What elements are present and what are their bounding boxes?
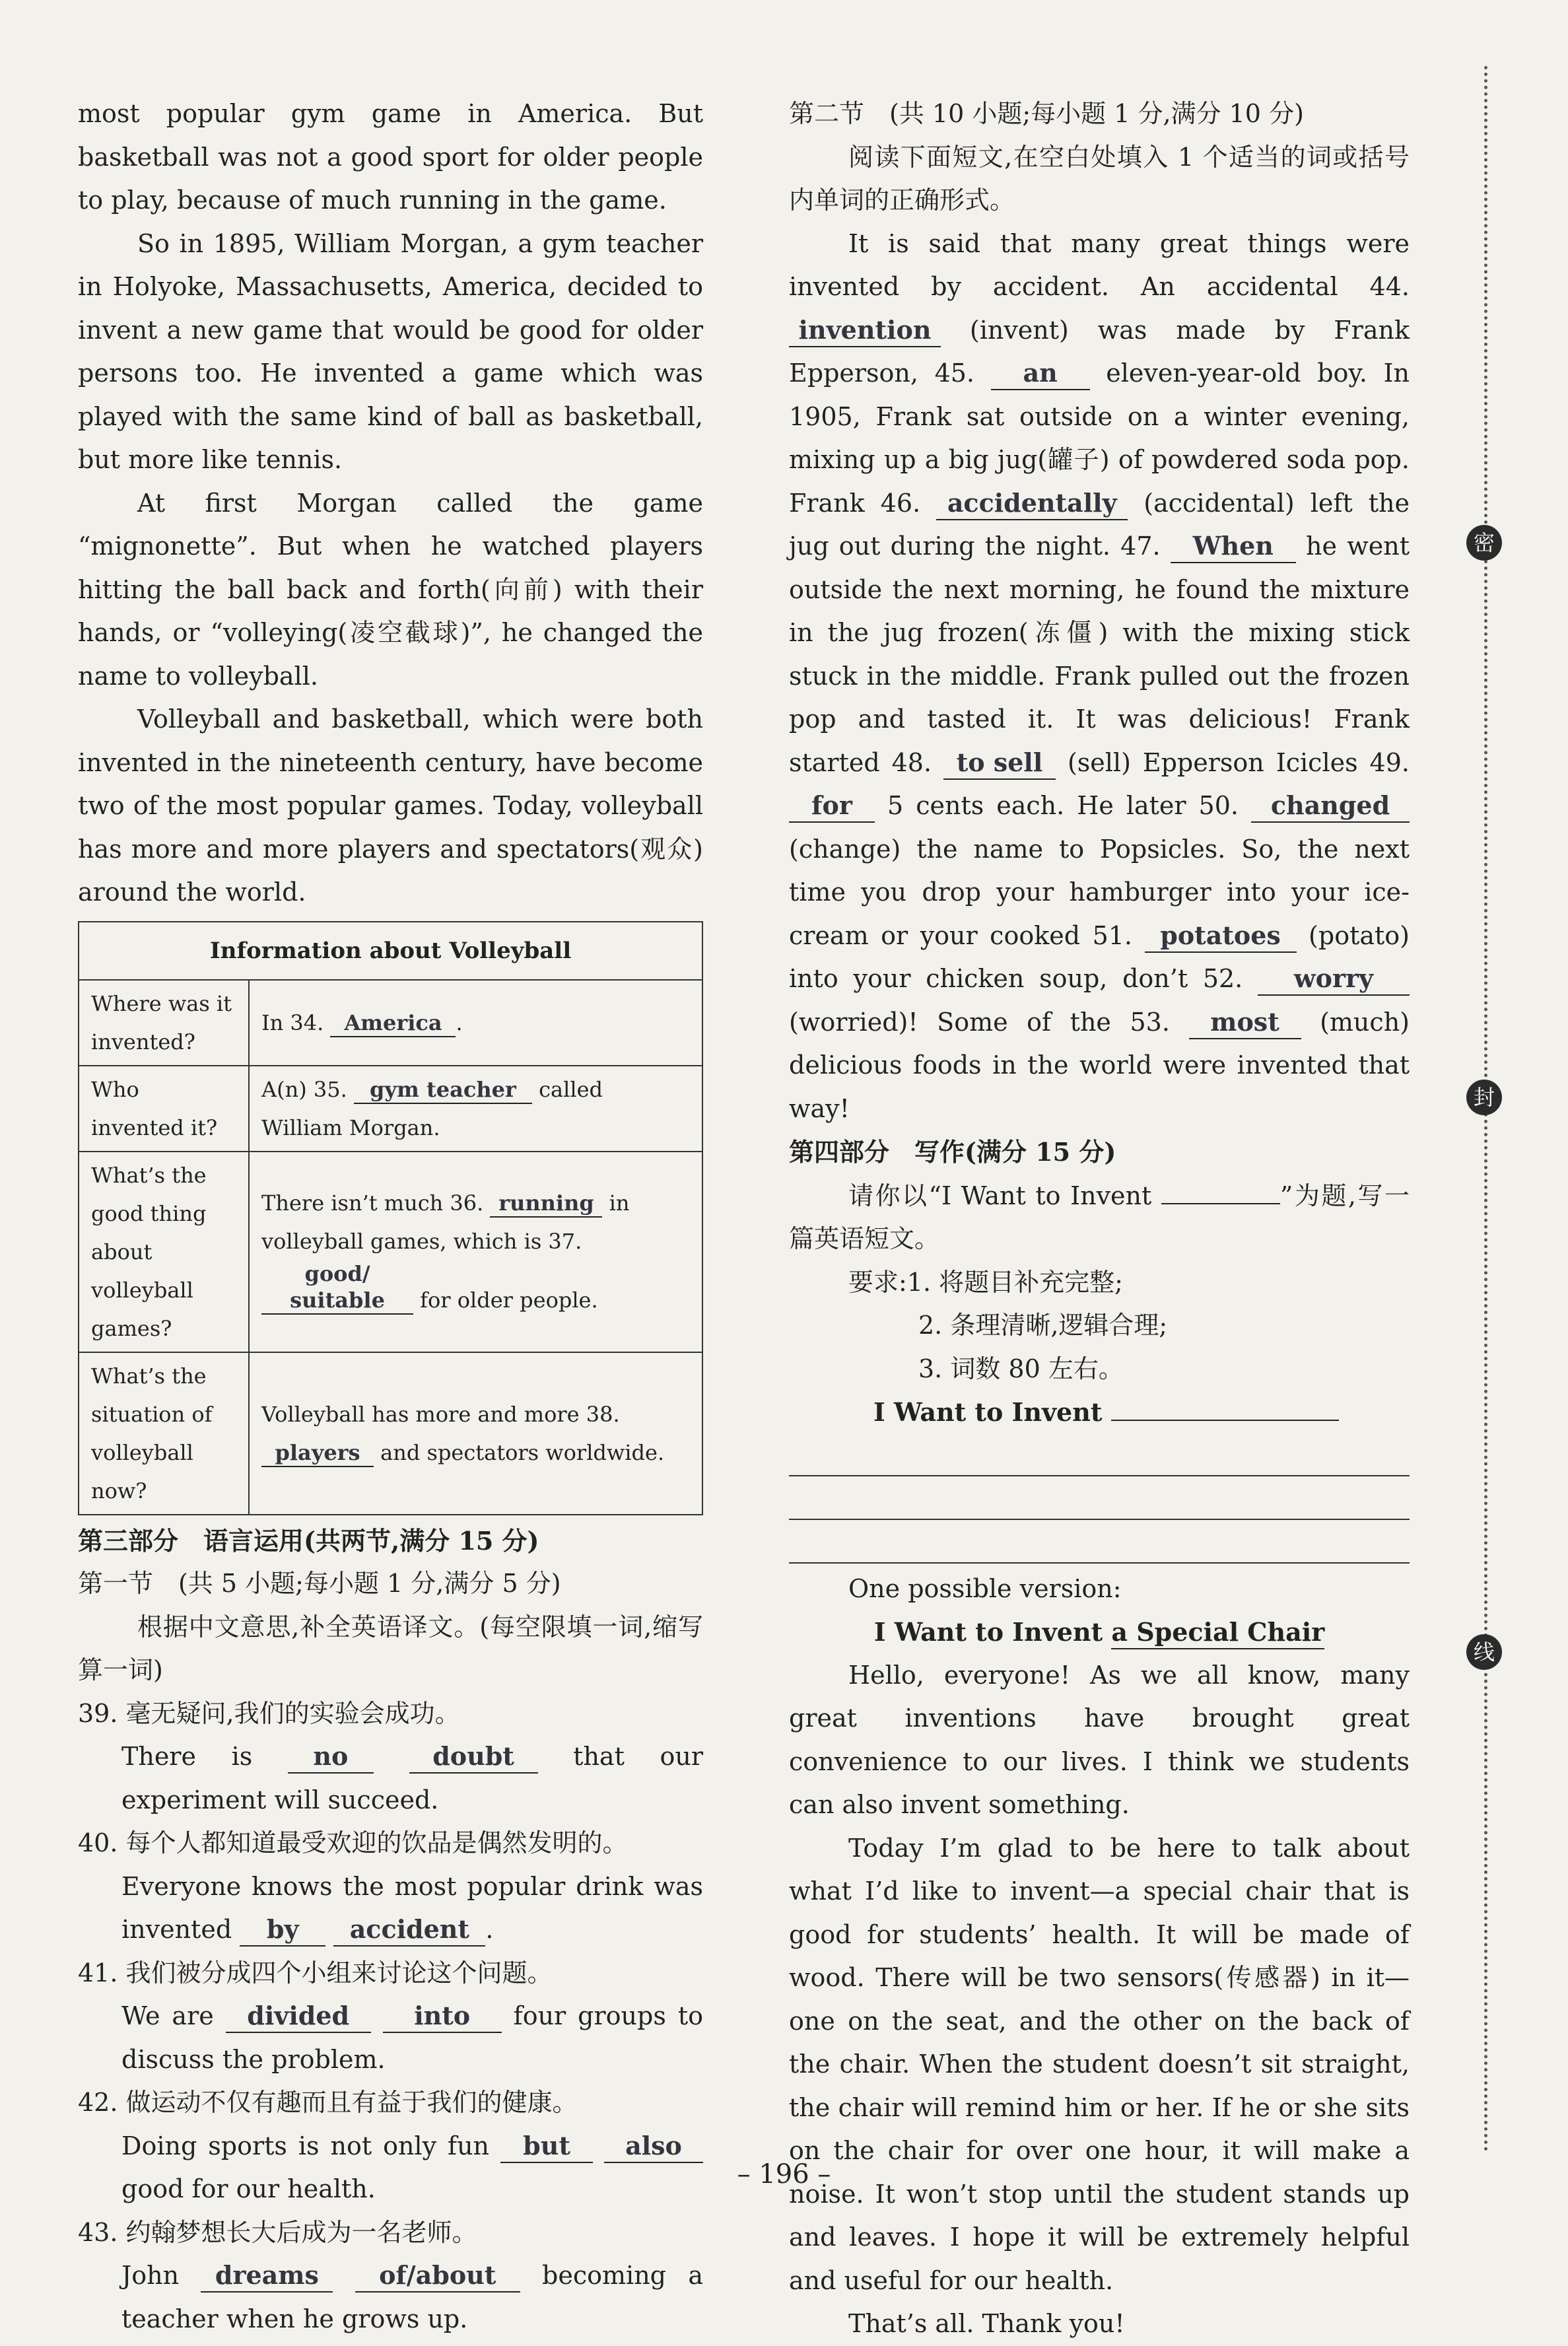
cloze-text: (much) delicious foods in the world were invented that way!: [789, 1007, 1410, 1123]
table-row: [79, 1152, 702, 1352]
cloze-text: (potato) into your chicken soup, don’t 52.: [789, 920, 1410, 993]
table-answer-cell: [249, 980, 702, 1066]
question-text: becoming a teacher when he grows up.: [121, 2261, 703, 2333]
version-label: One possible version:: [848, 1573, 1122, 1603]
table-question: What’s the situation of volleyball now?: [79, 1352, 249, 1515]
part4-title: 第四部分 写作(满分 15 分): [789, 1137, 1116, 1167]
cell-text: A(n) 35.: [261, 1076, 347, 1102]
essay-heading-text: I Want to Invent: [873, 1397, 1103, 1427]
writing-instructions: [789, 1174, 1410, 1261]
question-chinese: 40. 每个人都知道最受欢迎的饮品是偶然发明的。: [78, 1828, 628, 1857]
cloze-text: eleven-year-old boy. In 1905, Frank sat outside on a winter evening, mixing up a big jug(罐子) of powdered soda pop. Frank 46.: [789, 359, 1410, 518]
cell-text: and spectators worldwide.: [380, 1439, 665, 1465]
sample-paragraph-2: Today I’m glad to be here to talk about what I’d like to invent—a special chair that is good for students’ health. It will be made of wood. There will be two sensors(传感器) in it—one on the seat, and the other on the back of the chair. When the student doesn’t sit straight, the chair will remind him or her. If he or she sits on the chair for over one hour, it will make a noise. It won’t stop until the student stands up and leaves. I hope it will be extremely helpful and useful for our health.: [789, 1833, 1410, 2295]
answer-41b: into: [383, 2000, 502, 2033]
table-question: Who invented it?: [79, 1066, 249, 1152]
passage-paragraph-1: most popular gym game in America. But basketball was not a good sport for older people to play, because of much running in the game.: [78, 99, 703, 215]
question-english: [78, 1865, 703, 1952]
seal-mark-xian: 线: [1466, 1634, 1502, 1670]
table-row: [79, 980, 702, 1066]
answer-39a: no: [288, 1741, 374, 1774]
passage-paragraph-4: Volleyball and basketball, which were both invented in the nineteenth century, have become two of the most popular games. Today, volleyball has more and more players and spectators(观众) around the world.: [78, 705, 703, 907]
question-english: [78, 2254, 703, 2341]
sample-title-answer: a Special Chair: [1111, 1616, 1324, 1649]
cell-text: There isn’t much 36.: [261, 1190, 484, 1216]
answer-53: most: [1189, 1006, 1301, 1039]
question-43: [78, 2211, 703, 2341]
question-40: [78, 1822, 703, 1952]
essay-title-blank: [1111, 1391, 1339, 1421]
writing-line: [789, 1519, 1410, 1520]
question-english: [78, 1995, 703, 2081]
answer-48: to sell: [943, 747, 1056, 780]
answer-37: good/ suitable: [261, 1260, 413, 1315]
question-text: Doing sports is not only fun: [121, 2131, 490, 2160]
passage-paragraph-2: So in 1895, William Morgan, a gym teacher in Holyoke, Massachusetts, America, decided to invent a new game that would be good for older persons too. He invented a game which was played with the same kind of ball as basketball, but more like tennis.: [78, 228, 703, 474]
cell-text: for older people.: [420, 1288, 598, 1313]
answer-52: worry: [1258, 963, 1410, 996]
question-chinese: 43. 约翰梦想长大后成为一名老师。: [78, 2217, 477, 2247]
page-number: – 196 –: [737, 2159, 831, 2190]
cloze-text: (invent) was made by Frank Epperson, 45.: [789, 315, 1410, 388]
instruction-text: 请你以“I Want to Invent: [848, 1181, 1152, 1210]
answer-34: America: [330, 1010, 456, 1037]
question-text: good for our health.: [121, 2174, 376, 2203]
question-text: .: [485, 1915, 494, 1944]
answer-41a: divided: [226, 2000, 371, 2033]
table-title: Information about Volleyball: [79, 922, 702, 980]
answer-39b: doubt: [409, 1741, 538, 1774]
cell-text: In 34.: [261, 1010, 324, 1035]
section1-title: 第一节 (共 5 小题;每小题 1 分,满分 5 分): [78, 1569, 561, 1598]
cloze-passage: [789, 223, 1410, 1131]
title-blank: [1161, 1174, 1280, 1204]
requirement-3: 3. 词数 80 左右。: [918, 1354, 1124, 1383]
volleyball-info-table: [78, 921, 703, 1515]
writing-line: [789, 1475, 1410, 1476]
answer-38: players: [261, 1439, 374, 1467]
table-answer-cell: [249, 1352, 702, 1515]
table-answer-cell: [249, 1152, 702, 1352]
cloze-text: 5 cents each. He later 50.: [887, 791, 1239, 820]
section2-title: 第二节 (共 10 小题;每小题 1 分,满分 10 分): [789, 99, 1304, 128]
cell-text: Volleyball has more and more 38.: [261, 1401, 620, 1427]
essay-heading: [789, 1391, 1410, 1434]
answer-44: invention: [789, 314, 941, 347]
table-title-row: [79, 922, 702, 980]
answer-51: potatoes: [1145, 920, 1297, 953]
writing-line: [789, 1562, 1410, 1564]
question-text: Everyone knows the most popular drink was invented: [121, 1871, 703, 1944]
question-39: [78, 1692, 703, 1822]
cell-text: called William Morgan.: [261, 1076, 603, 1140]
answer-36: running: [490, 1190, 602, 1218]
question-chinese: 42. 做运动不仅有趣而且有益于我们的健康。: [78, 2088, 578, 2117]
question-text: There is: [121, 1742, 253, 1771]
question-chinese: 39. 毫无疑问,我们的实验会成功。: [78, 1698, 460, 1728]
cell-text: in volleyball games, which is 37.: [261, 1190, 630, 1254]
cloze-text: (change) the name to Popsicles. So, the next time you drop your hamburger into your ice-cream or your cooked 51.: [789, 834, 1410, 950]
section1-instructions: 根据中文意思,补全英语译文。(每空限填一词,缩写算一词): [78, 1612, 703, 1684]
question-english: [78, 1735, 703, 1822]
answer-42a: but: [500, 2130, 593, 2163]
answer-45: an: [991, 357, 1090, 390]
question-text: John: [121, 2261, 180, 2290]
table-question: What’s the good thing about volleyball games?: [79, 1152, 249, 1352]
answer-46: accidentally: [936, 487, 1128, 520]
answer-40b: accident: [333, 1914, 485, 1947]
seal-mark-feng: 封: [1466, 1080, 1502, 1115]
requirement-1: 要求:1. 将题目补充完整;: [848, 1267, 1123, 1297]
answer-50: changed: [1251, 790, 1410, 823]
question-42: [78, 2081, 703, 2211]
table-question: Where was it invented?: [79, 980, 249, 1066]
right-column: [789, 92, 1410, 2346]
table-row: [79, 1352, 702, 1515]
sample-title: [789, 1610, 1410, 1654]
requirement-2: 2. 条理清晰,逻辑合理;: [918, 1311, 1168, 1340]
cloze-text: (accidental) left the jug out during the night. 47.: [789, 488, 1410, 561]
question-chinese: 41. 我们被分成四个小组来讨论这个问题。: [78, 1958, 553, 1987]
passage-paragraph-3: At first Morgan called the game “mignonette”. But when he watched players hitting the ball back and forth(向前) with their hands, or “volleying(凌空截球)”, he changed the name to volleyball.: [78, 488, 703, 691]
cloze-text: It is said that many great things were invented by accident. An accidental 44.: [789, 228, 1410, 301]
answer-49: for: [789, 790, 875, 823]
question-text: that our experiment will succeed.: [121, 1742, 703, 1814]
answer-42b: also: [604, 2130, 703, 2163]
sample-title-text: I Want to Invent: [873, 1617, 1103, 1647]
left-column: [78, 92, 703, 2341]
question-41: [78, 1952, 703, 2082]
table-answer-cell: [249, 1066, 702, 1152]
cloze-text: (worried)! Some of the 53.: [789, 1007, 1170, 1037]
cell-text: .: [456, 1010, 463, 1035]
sample-paragraph-1: Hello, everyone! As we all know, many great inventions have brought great convenience to our lives. I think we students can also invent something.: [789, 1660, 1410, 1819]
cloze-text: (sell) Epperson Icicles 49.: [1067, 747, 1410, 777]
section2-instructions: 阅读下面短文,在空白处填入 1 个适当的词或括号内单词的正确形式。: [789, 142, 1410, 215]
question-text: We are: [121, 2001, 214, 2030]
answer-43a: dreams: [201, 2260, 333, 2293]
answer-47: When: [1171, 530, 1296, 563]
seal-mark-mi: 密: [1466, 525, 1502, 561]
cloze-text: he went outside the next morning, he found the mixture in the jug frozen(冻僵) with the mixing stick stuck in the middle. Frank pulled out the frozen pop and tasted it. It was delicious! Frank started 48.: [789, 532, 1410, 777]
question-text: four groups to discuss the problem.: [121, 2001, 703, 2074]
sample-paragraph-3: That’s all. Thank you!: [848, 2309, 1125, 2338]
part3-title: 第三部分 语言运用(共两节,满分 15 分): [78, 1525, 539, 1556]
answer-43b: of/about: [355, 2260, 520, 2293]
table-row: [79, 1066, 702, 1152]
answer-40a: by: [240, 1914, 325, 1947]
instruction-text: ”为题,写一篇英语短文。: [789, 1181, 1410, 1253]
answer-35: gym teacher: [354, 1076, 532, 1104]
